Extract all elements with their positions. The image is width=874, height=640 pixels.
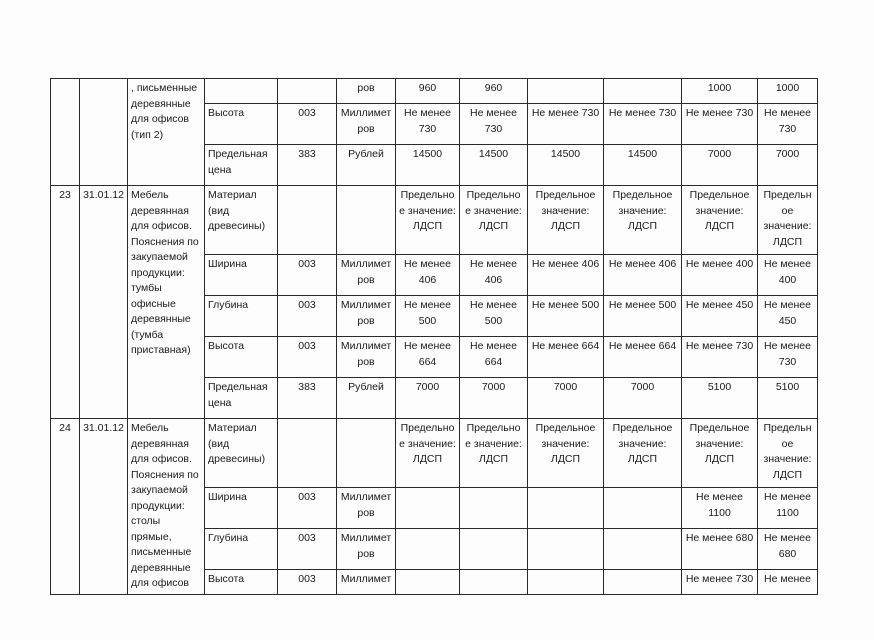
characteristic-cell: Материал (вид древесины) <box>205 186 278 255</box>
characteristic-cell: Ширина <box>205 255 278 296</box>
characteristic-cell: Ширина <box>205 488 278 529</box>
value-cell <box>604 488 682 529</box>
okei-code-cell: 383 <box>278 378 337 419</box>
item-code-cell: 31.01.12 <box>80 186 128 419</box>
okei-code-cell: 003 <box>278 488 337 529</box>
value-cell: Не менее 730 <box>460 104 528 145</box>
value-cell: Не менее 500 <box>460 296 528 337</box>
value-cell: Не менее 406 <box>460 255 528 296</box>
value-cell: Не менее 680 <box>682 529 758 570</box>
value-cell: Предельно е значение: ЛДСП <box>460 419 528 488</box>
value-cell <box>396 529 460 570</box>
item-name-cell: Мебель деревянная для офисов. Пояснения по закупаемой продукции: столы прямые, письменные деревянные для офисов <box>128 419 205 595</box>
unit-cell: Миллимет ров <box>337 488 396 529</box>
value-cell <box>528 488 604 529</box>
value-cell: Не менее 730 <box>758 337 818 378</box>
value-cell <box>396 570 460 594</box>
value-cell: Не менее 730 <box>682 570 758 594</box>
value-cell: Предельно е значение: ЛДСП <box>396 186 460 255</box>
value-cell: Не менее <box>758 570 818 594</box>
value-cell <box>460 488 528 529</box>
item-code-cell: 31.01.12 <box>80 419 128 595</box>
value-cell: 7000 <box>682 145 758 186</box>
value-cell: Не менее 406 <box>528 255 604 296</box>
okei-code-cell: 003 <box>278 337 337 378</box>
item-name-cell: Мебель деревянная для офисов. Пояснения по закупаемой продукции: тумбы офисные деревянные (тумба приставная) <box>128 186 205 419</box>
value-cell: Не менее 664 <box>460 337 528 378</box>
value-cell: Не менее 450 <box>758 296 818 337</box>
table-row <box>51 186 818 255</box>
value-cell: Не менее 730 <box>604 104 682 145</box>
value-cell: Не менее 500 <box>396 296 460 337</box>
value-cell: Не менее 730 <box>682 104 758 145</box>
value-cell: Не менее 500 <box>528 296 604 337</box>
value-cell: 7000 <box>758 145 818 186</box>
value-cell: Не менее 400 <box>758 255 818 296</box>
value-cell: 7000 <box>396 378 460 419</box>
characteristic-cell: Глубина <box>205 296 278 337</box>
value-cell: 960 <box>460 79 528 104</box>
value-cell <box>528 529 604 570</box>
okei-code-cell: 003 <box>278 296 337 337</box>
value-cell: 1000 <box>682 79 758 104</box>
value-cell: 7000 <box>604 378 682 419</box>
value-cell: 14500 <box>396 145 460 186</box>
value-cell <box>528 570 604 594</box>
characteristic-cell: Предельная цена <box>205 378 278 419</box>
unit-cell <box>337 419 396 488</box>
unit-cell: Миллимет <box>337 570 396 594</box>
unit-cell: Миллимет ров <box>337 104 396 145</box>
value-cell: 14500 <box>460 145 528 186</box>
value-cell: Не менее 664 <box>604 337 682 378</box>
okei-code-cell <box>278 186 337 255</box>
value-cell: Не менее 450 <box>682 296 758 337</box>
value-cell: Не менее 730 <box>396 104 460 145</box>
unit-cell: Миллимет ров <box>337 337 396 378</box>
value-cell: 960 <box>396 79 460 104</box>
okei-code-cell <box>278 79 337 104</box>
unit-cell: ров <box>337 79 396 104</box>
unit-cell: Рублей <box>337 145 396 186</box>
value-cell: Не менее 664 <box>528 337 604 378</box>
value-cell: Предельно е значение: ЛДСП <box>460 186 528 255</box>
requirements-table <box>50 78 818 595</box>
okei-code-cell: 003 <box>278 104 337 145</box>
okei-code-cell: 003 <box>278 570 337 594</box>
value-cell <box>528 79 604 104</box>
characteristic-cell: Высота <box>205 570 278 594</box>
okei-code-cell: 383 <box>278 145 337 186</box>
value-cell: Не менее 730 <box>758 104 818 145</box>
value-cell: Предельное значение: ЛДСП <box>604 186 682 255</box>
value-cell: Не менее 400 <box>682 255 758 296</box>
characteristic-cell: Глубина <box>205 529 278 570</box>
characteristic-cell: Высота <box>205 104 278 145</box>
value-cell: Предельное значение: ЛДСП <box>528 186 604 255</box>
value-cell <box>604 529 682 570</box>
unit-cell: Рублей <box>337 378 396 419</box>
value-cell: Не менее 730 <box>528 104 604 145</box>
value-cell <box>460 570 528 594</box>
unit-cell: Миллимет ров <box>337 529 396 570</box>
value-cell: 5100 <box>682 378 758 419</box>
value-cell: 14500 <box>528 145 604 186</box>
unit-cell <box>337 186 396 255</box>
value-cell: 7000 <box>460 378 528 419</box>
value-cell <box>396 488 460 529</box>
value-cell: Не менее 406 <box>604 255 682 296</box>
value-cell: Предельное значение: ЛДСП <box>528 419 604 488</box>
item-number-cell: 24 <box>51 419 80 595</box>
item-number-cell: 23 <box>51 186 80 419</box>
value-cell <box>460 529 528 570</box>
unit-cell: Миллимет ров <box>337 296 396 337</box>
value-cell: 14500 <box>604 145 682 186</box>
value-cell: Предельн ое значение: ЛДСП <box>758 419 818 488</box>
value-cell: Предельное значение: ЛДСП <box>604 419 682 488</box>
value-cell: Не менее 680 <box>758 529 818 570</box>
value-cell: Не менее 1100 <box>682 488 758 529</box>
value-cell: Предельное значение: ЛДСП <box>682 419 758 488</box>
value-cell <box>604 79 682 104</box>
okei-code-cell: 003 <box>278 529 337 570</box>
unit-cell: Миллимет ров <box>337 255 396 296</box>
value-cell: Не менее 1100 <box>758 488 818 529</box>
value-cell: 5100 <box>758 378 818 419</box>
characteristic-cell: Высота <box>205 337 278 378</box>
value-cell: Не менее 406 <box>396 255 460 296</box>
value-cell: Не менее 664 <box>396 337 460 378</box>
item-number-cell <box>51 79 80 186</box>
value-cell: 7000 <box>528 378 604 419</box>
table-row <box>51 419 818 488</box>
value-cell: Не менее 730 <box>682 337 758 378</box>
okei-code-cell: 003 <box>278 255 337 296</box>
value-cell: Не менее 500 <box>604 296 682 337</box>
value-cell: Предельн ое значение: ЛДСП <box>758 186 818 255</box>
characteristic-cell <box>205 79 278 104</box>
table-row <box>51 79 818 104</box>
value-cell: Предельно е значение: ЛДСП <box>396 419 460 488</box>
item-name-cell: , письменные деревянные для офисов (тип 2) <box>128 79 205 186</box>
value-cell: Предельное значение: ЛДСП <box>682 186 758 255</box>
item-code-cell <box>80 79 128 186</box>
value-cell: 1000 <box>758 79 818 104</box>
value-cell <box>604 570 682 594</box>
characteristic-cell: Материал (вид древесины) <box>205 419 278 488</box>
okei-code-cell <box>278 419 337 488</box>
characteristic-cell: Предельная цена <box>205 145 278 186</box>
